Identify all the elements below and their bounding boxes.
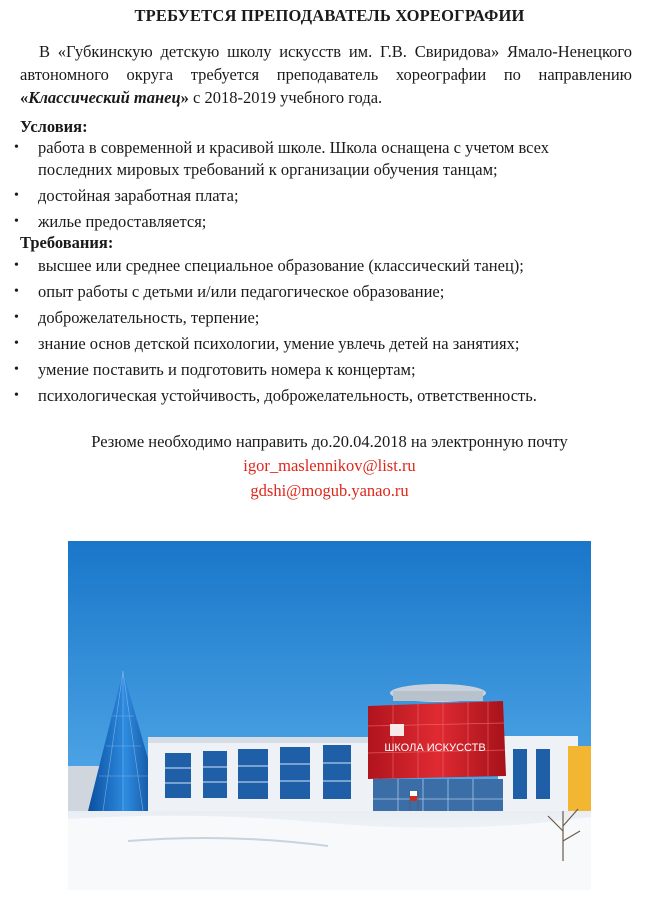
list-item: • доброжелательность, терпение; <box>0 307 620 329</box>
list-item: • работа в современной и красивой школе. Школа оснащена с учетом всех последних мировых требований к организации обучения танцам; <box>0 137 620 181</box>
requirements-list <box>0 255 620 411</box>
conditions-list <box>0 137 620 237</box>
list-item: • высшее или среднее специальное образование (классический танец); <box>0 255 620 277</box>
list-item: • жилье предоставляется; <box>0 211 620 233</box>
list-item: • умение поставить и подготовить номера к концертам; <box>0 359 620 381</box>
page-title: ТРЕБУЕТСЯ ПРЕПОДАВАТЕЛЬ ХОРЕОГРАФИИ <box>134 6 525 25</box>
school-building-illustration <box>68 541 591 890</box>
list-item: • достойная заработная плата; <box>0 185 620 207</box>
intro-text-start: В «Губкинскую детскую школу искусств им. Г.В. Свиридова» Ямало-Ненецкого автономного округа требуется преподаватель хореографии по направлению <box>20 42 632 84</box>
list-item: • опыт работы с детьми и/или педагогическое образование; <box>0 281 620 303</box>
resume-instructions: Резюме необходимо направить до.20.04.2018 на электронную почту <box>91 432 568 451</box>
intro-direction: «Классический танец» <box>20 88 189 107</box>
intro-paragraph <box>20 40 632 109</box>
list-item: • психологическая устойчивость, доброжелательность, ответственность. <box>0 385 620 407</box>
intro-text-end: с 2018-2019 учебного года. <box>188 88 383 107</box>
intro-direction-name: Классический танец <box>28 88 181 107</box>
email-link-1[interactable]: igor_maslennikov@list.ru <box>243 456 416 475</box>
requirements-heading: Требования: <box>20 233 114 252</box>
list-item: • знание основ детской психологии, умение увлечь детей на занятиях; <box>0 333 620 355</box>
email-link-2[interactable]: gdshi@mogub.yanao.ru <box>250 481 409 500</box>
conditions-heading: Условия: <box>20 117 88 136</box>
school-sign-text: ШКОЛА ИСКУССТВ <box>384 742 486 754</box>
school-photo <box>68 541 591 890</box>
